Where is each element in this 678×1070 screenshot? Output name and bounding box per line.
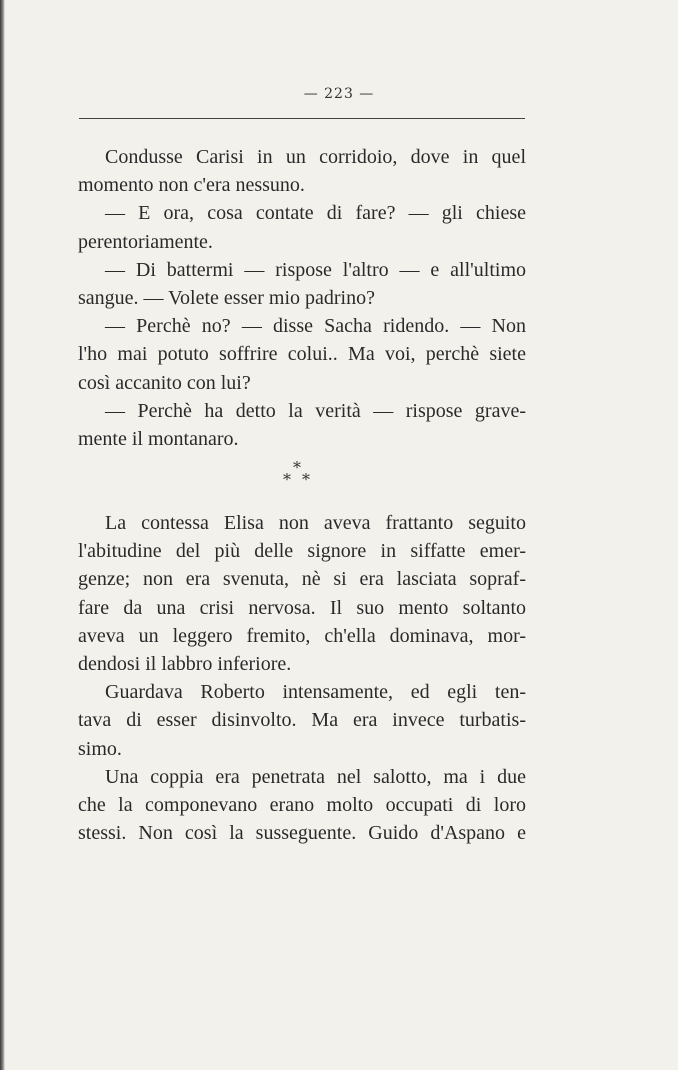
text-line: aveva un leggero fremito, ch'ella dominava, mor- (78, 624, 526, 647)
text-line: fare da una crisi nervosa. Il suo mento soltanto (78, 596, 526, 619)
text-line: che la componevano erano molto occupati di loro (78, 794, 526, 817)
text-line: perentoriamente. (78, 230, 213, 253)
text-line: l'abitudine del più delle signore in siffatte emer- (78, 540, 526, 563)
paragraph (78, 312, 526, 397)
page-number: — 223 — (303, 86, 375, 102)
text-line: simo. (78, 737, 122, 760)
asterism-star: * (283, 470, 291, 489)
text-line: — E ora, cosa contate di fare? — gli chiese (105, 202, 526, 225)
text-line: Guardava Roberto intensamente, ed egli ten- (105, 681, 526, 704)
section-break-asterism (0, 458, 678, 498)
asterism-star: * (302, 470, 310, 489)
text-line: mente il montanaro. (78, 428, 239, 451)
header-rule (79, 118, 525, 119)
asterism-star: * (293, 458, 301, 477)
text-line: l'ho mai potuto soffrire colui.. Ma voi, perchè siete (78, 343, 526, 366)
text-line: stessi. Non così la susseguente. Guido d'Aspano e (78, 822, 526, 845)
text-line: dendosi il labbro inferiore. (78, 653, 292, 676)
text-line: — Di battermi — rispose l'altro — e all'ultimo (105, 258, 526, 281)
paragraph (78, 763, 526, 848)
paragraph (78, 256, 526, 312)
text-line: Una coppia era penetrata nel salotto, ma i due (105, 765, 526, 788)
paragraph (78, 397, 526, 453)
paragraph (78, 143, 526, 199)
paragraph (78, 678, 526, 763)
text-line: sangue. — Volete esser mio padrino? (78, 287, 375, 310)
text-line: così accanito con lui? (78, 371, 251, 394)
text-line: Condusse Carisi in un corridoio, dove in quel (105, 146, 526, 168)
text-line: La contessa Elisa non aveva frattanto seguito (105, 512, 526, 534)
text-line: genze; non era svenuta, nè si era lasciata sopraf- (78, 568, 526, 591)
text-line: tava di esser disinvolto. Ma era invece turbatis- (78, 709, 526, 732)
text-line: — Perchè ha detto la verità — rispose grave- (105, 399, 526, 422)
page-binding-edge (0, 0, 5, 1070)
text-block-after-break (78, 509, 526, 847)
text-line: momento non c'era nessuno. (78, 174, 305, 197)
text-block-before-break (78, 143, 526, 453)
paragraph (78, 199, 526, 255)
paragraph (78, 509, 526, 678)
text-line: — Perchè no? — disse Sacha ridendo. — Non (105, 315, 526, 338)
